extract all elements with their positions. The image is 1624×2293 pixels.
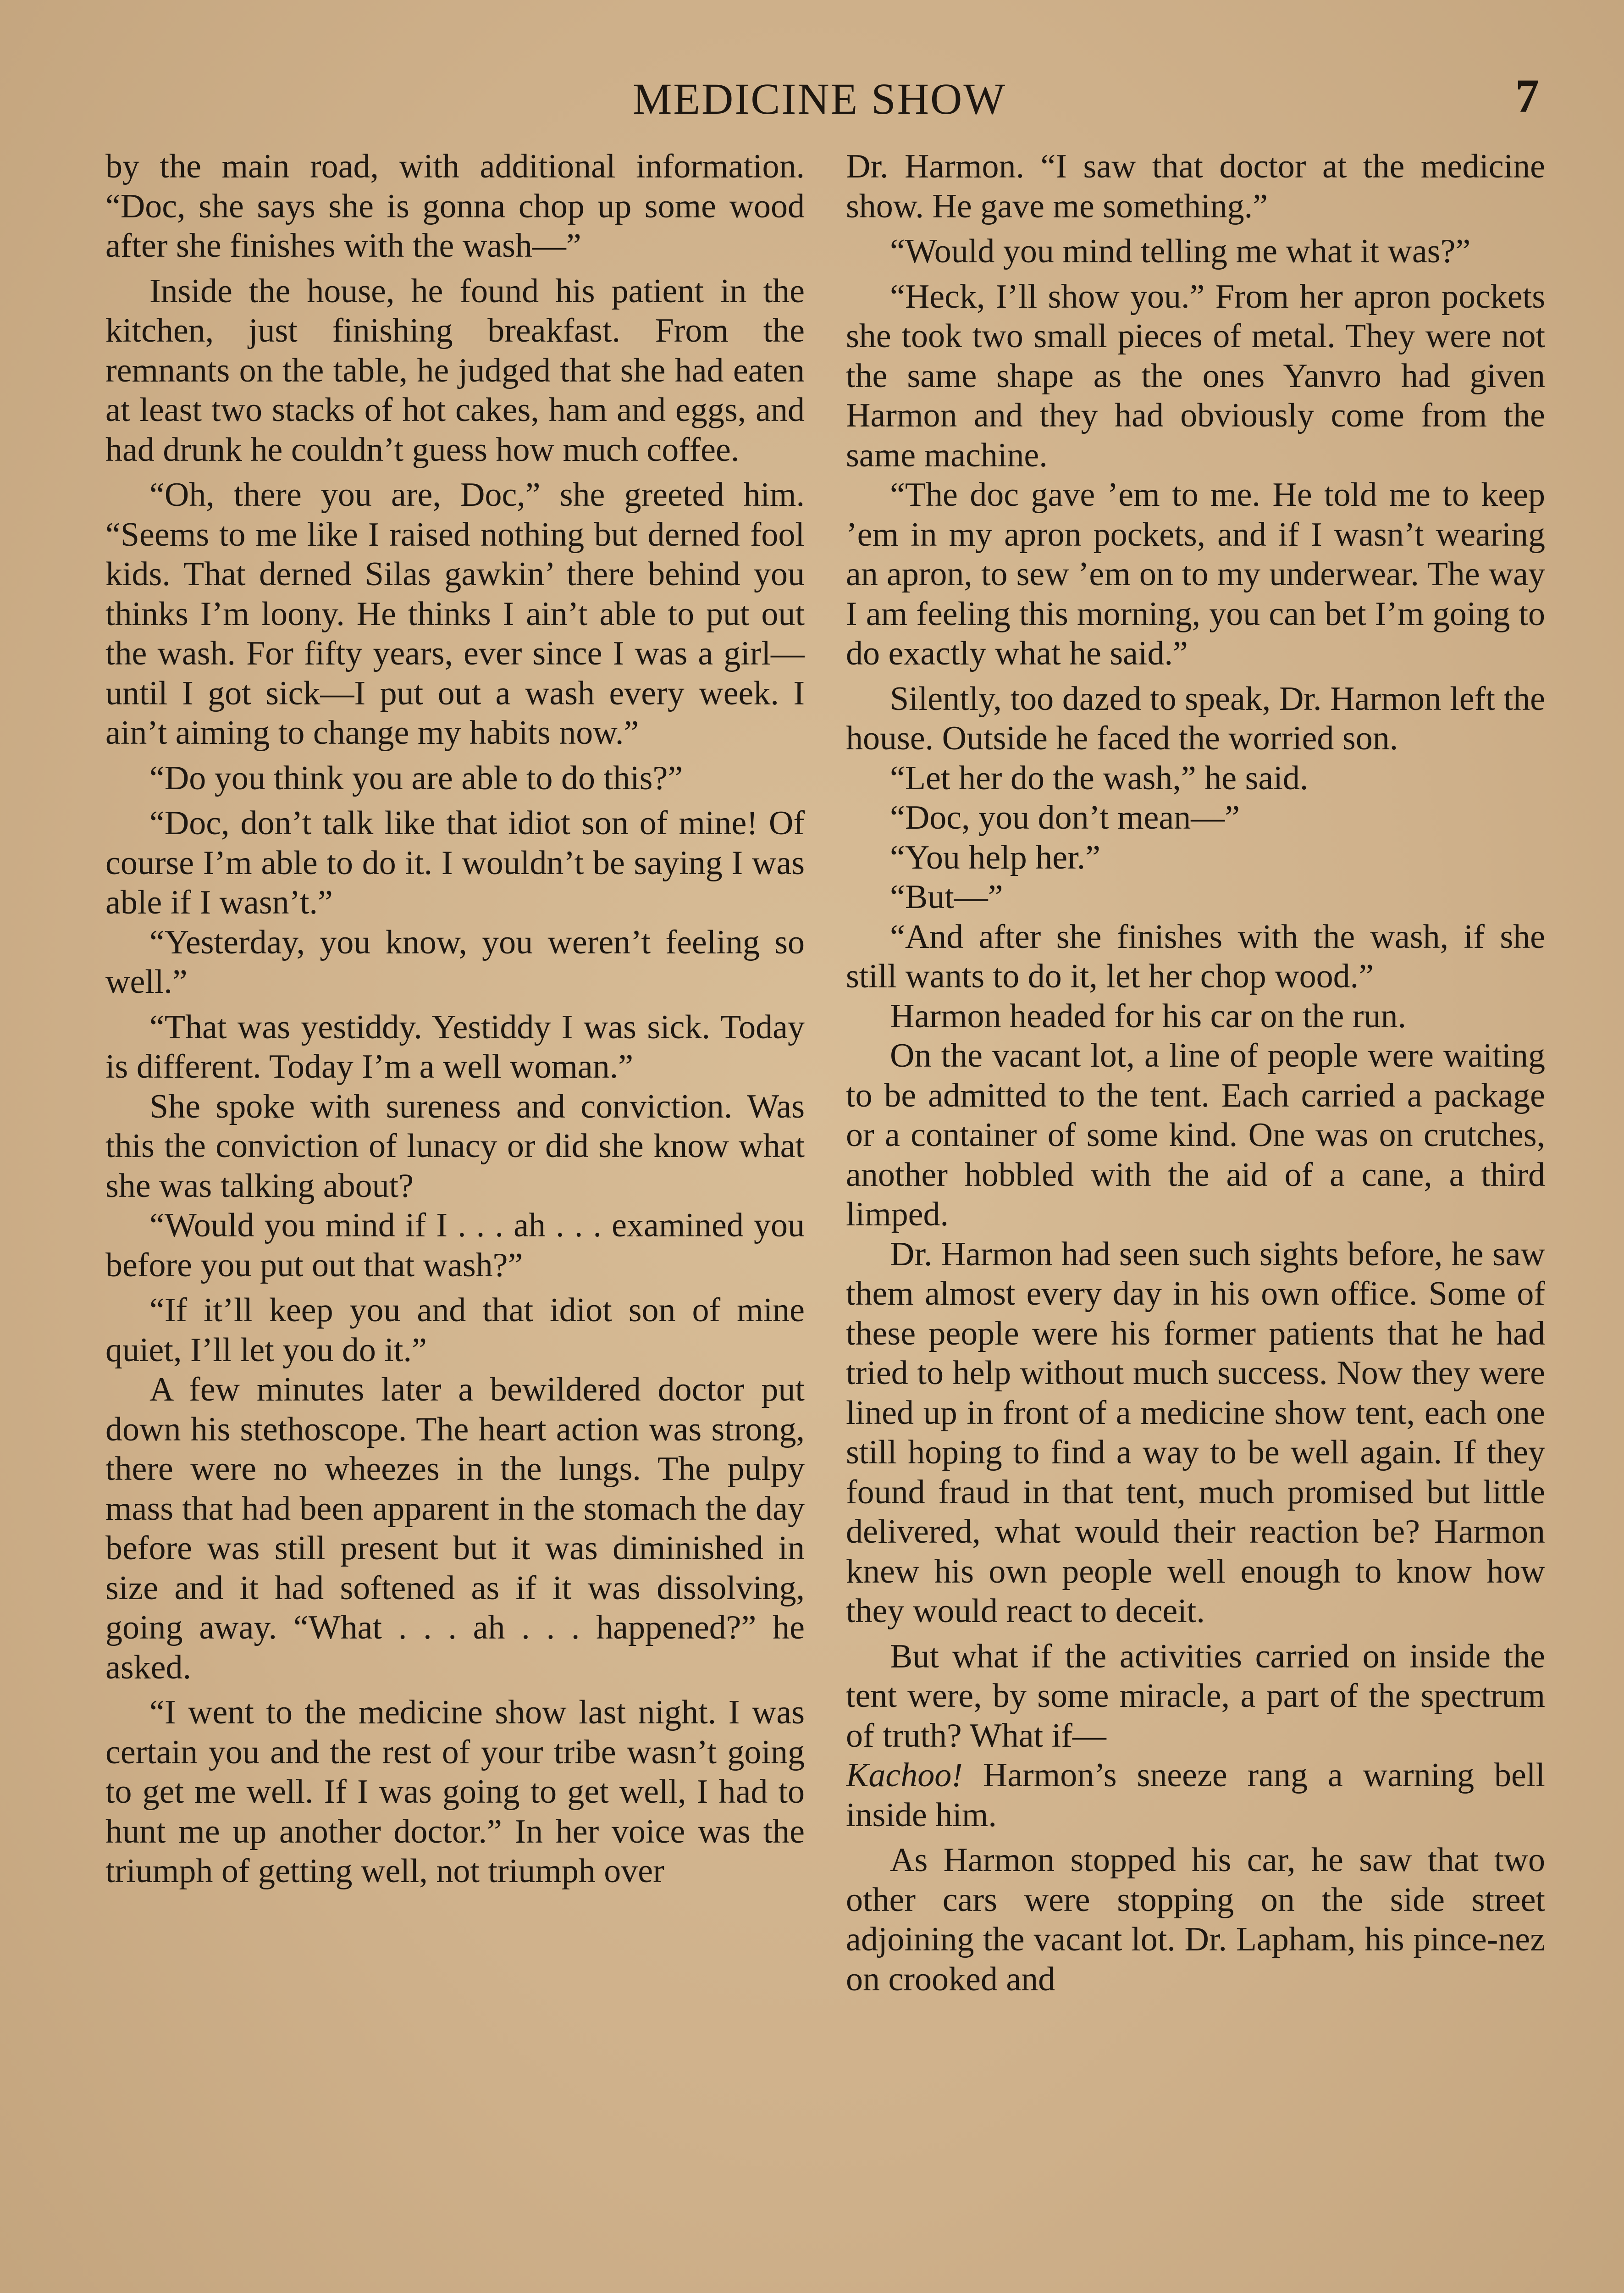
paragraph: As Harmon stopped his car, he saw that two other cars were stopping on the side street adjoining the vacant lot. Dr. Lapham, his pince-nez on crooked and [846,1841,1545,1998]
paragraph: “Yesterday, you know, you weren’t feeling so well.” [105,923,805,1001]
paragraph: “And after she finishes with the wash, if she still wants to do it, let her chop wood.” [846,918,1545,995]
page-header [0,69,1624,133]
paragraph: “Do you think you are able to do this?” [149,759,683,797]
paragraph: “Doc, you don’t mean—” [890,799,1240,836]
italic-word: Kachoo! [846,1756,963,1794]
paragraph: She spoke with sureness and conviction. Was this the conviction of lunacy or did she know what she was talking about? [105,1087,805,1205]
paragraph: “You help her.” [890,838,1101,876]
right-column [846,147,1545,2293]
paragraph: “If it’ll keep you and that idiot son of mine quiet, I’ll let you do it.” [105,1291,805,1369]
paragraph: “Would you mind telling me what it was?” [890,233,1471,270]
paragraph: Dr. Harmon had seen such sights before, he saw them almost every day in his own office. Some of these people were his former patients that he had tried to help without much success. Now they were lined up in front of a medicine show tent, each one still hoping to find a way to be well again. If they found fraud in that tent, much promised but little delivered, what would their reaction be? Harmon knew his own people well enough to know how they would react to deceit. [846,1235,1545,1630]
paragraph: But what if the activities carried on inside the tent were, by some miracle, a part of the spectrum of truth? What if— [846,1637,1545,1755]
page-number: 7 [1515,70,1539,122]
paragraph: Harmon headed for his car on the run. [890,997,1407,1035]
paragraph-sneeze [846,1756,1545,1835]
paragraph: “Would you mind if I . . . ah . . . examined you before you put out that wash?” [105,1207,805,1284]
left-column [105,147,805,2293]
paragraph: “Doc, don’t talk like that idiot son of mine! Of course I’m able to do it. I wouldn’t be saying I was able if I wasn’t.” [105,804,805,921]
paragraph: “The doc gave ’em to me. He told me to keep ’em in my apron pockets, and if I wasn’t wearing an apron, to sew ’em on to my underwear. The way I am feeling this morning, you can bet I’m going to do exactly what he said.” [846,476,1545,672]
paragraph: “But—” [890,878,1003,916]
running-title: MEDICINE SHOW [633,74,1006,123]
paragraph-text: Harmon’s sneeze rang a warning bell inside him. [846,1756,1545,1834]
paragraph: On the vacant lot, a line of people were waiting to be admitted to the tent. Each carried a package or a container of some kind. One was on crutches, another hobbled with the aid of a cane, a third limped. [846,1037,1545,1233]
paragraph: Silently, too dazed to speak, Dr. Harmon left the house. Outside he faced the worried son. [846,680,1545,757]
paragraph: “Oh, there you are, Doc,” she greeted him. “Seems to me like I raised nothing but derned fool kids. That derned Silas gawkin’ there behind you thinks I’m loony. He thinks I ain’t able to put out the wash. For fifty years, ever since I was a girl—until I got sick—I put out a wash every week. I ain’t aiming to change my habits now.” [105,476,805,752]
paragraph: Dr. Harmon. “I saw that doctor at the medicine show. He gave me something.” [846,148,1545,225]
paragraph: “That was yestiddy. Yestiddy I was sick. Today is different. Today I’m a well woman.” [105,1008,805,1086]
paragraph: Inside the house, he found his patient in the kitchen, just finishing breakfast. From the remnants on the table, he judged that she had eaten at least two stacks of hot cakes, ham and eggs, and had drunk he couldn’t guess how much coffee. [105,272,805,469]
paragraph: “I went to the medicine show last night. I was certain you and the rest of your tribe wasn’t going to get me well. If I was going to get well, I had to hunt me up another doctor.” In her voice was the triumph of getting well, not triumph over [105,1694,805,1890]
paragraph: by the main road, with additional information. “Doc, she says she is gonna chop up some wood after she finishes with the wash—” [105,148,805,265]
paragraph: “Heck, I’ll show you.” From her apron pockets she took two small pieces of metal. They were not the same shape as the ones Yanvro had given Harmon and they had obviously come from the same machine. [846,277,1545,474]
paragraph: “Let her do the wash,” he said. [890,759,1309,797]
paragraph: A few minutes later a bewildered doctor put down his stethoscope. The heart action was strong, there were no wheezes in the lungs. The pulpy mass that had been apparent in the stomach the day before was still present but it was diminished in size and it had softened as if it was dissolving, going away. “What . . . ah . . . happened?” he asked. [105,1371,805,1686]
